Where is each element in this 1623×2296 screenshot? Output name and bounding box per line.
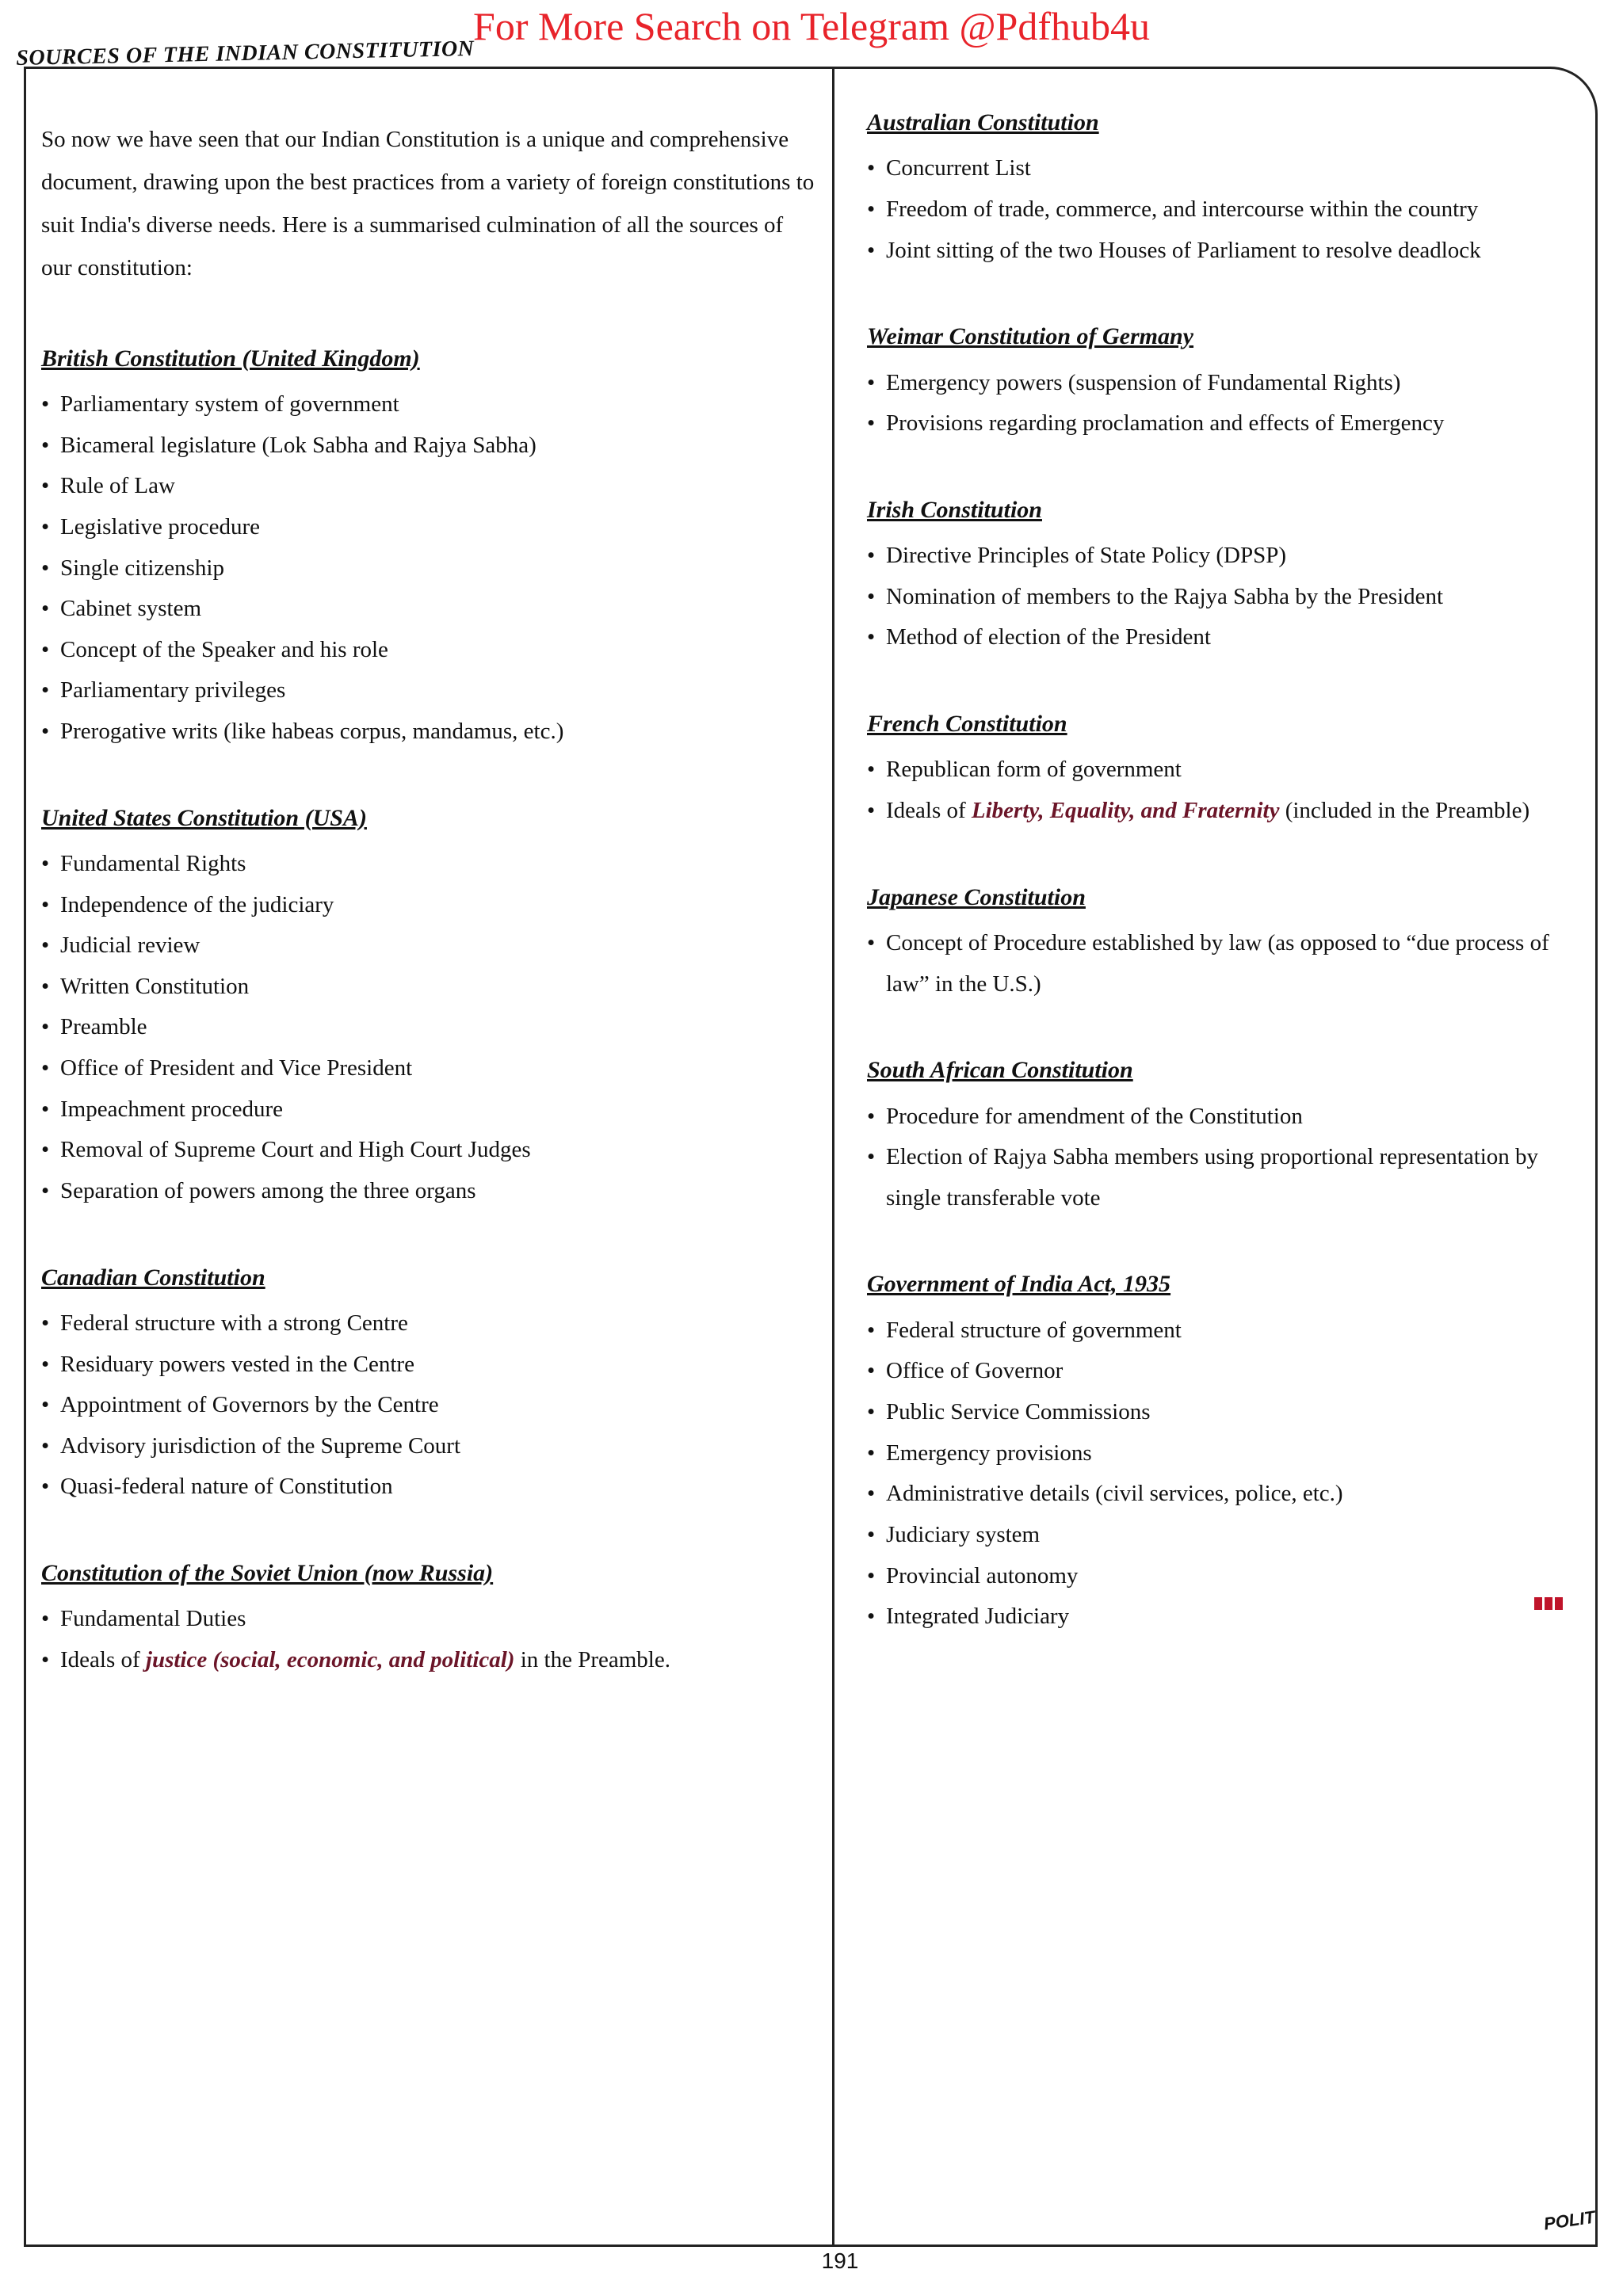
list-item: • Public Service Commissions bbox=[867, 1392, 1580, 1433]
list-item: • Emergency powers (suspension of Fundamental Rights) bbox=[867, 363, 1580, 404]
section-heading: Australian Constitution bbox=[867, 109, 1099, 135]
column-divider bbox=[832, 67, 834, 2245]
list-item: • Residuary powers vested in the Centre bbox=[41, 1344, 818, 1386]
bullet-list bbox=[867, 923, 1580, 1005]
list-item: • Parliamentary system of government bbox=[41, 384, 818, 425]
right-sections bbox=[867, 101, 1580, 1638]
list-item: • Integrated Judiciary bbox=[867, 1596, 1580, 1638]
section-japanese-constitution bbox=[867, 876, 1580, 1005]
list-item: • Provisions regarding proclamation and effects of Emergency bbox=[867, 403, 1580, 444]
ideals-suffix: (included in the Preamble) bbox=[1279, 798, 1530, 824]
section-australian-constitution bbox=[867, 101, 1580, 271]
page-number: 191 bbox=[821, 2248, 859, 2273]
list-item: • Office of President and Vice President bbox=[41, 1048, 818, 1089]
section-weimar-constitution-of-germany bbox=[867, 315, 1580, 444]
list-item: • Rule of Law bbox=[41, 466, 818, 507]
list-item: • Independence of the judiciary bbox=[41, 885, 818, 926]
list-item: • Bicameral legislature (Lok Sabha and Rajya Sabha) bbox=[41, 425, 818, 467]
list-item: • Republican form of government bbox=[867, 749, 1580, 791]
ideals-prefix: Ideals of bbox=[886, 798, 972, 824]
list-item: • Joint sitting of the two Houses of Parliament to resolve deadlock bbox=[867, 231, 1580, 272]
list-item: • Concept of the Speaker and his role bbox=[41, 630, 818, 671]
list-item: • Nomination of members to the Rajya Sabha by the President bbox=[867, 577, 1580, 618]
list-item: • Cabinet system bbox=[41, 589, 818, 630]
ideals-suffix: in the Preamble. bbox=[514, 1646, 670, 1672]
intro-paragraph: So now we have seen that our Indian Constitution is a unique and comprehensive document, drawing upon the best practices from a variety of foreign constitutions to suit India's diverse needs. Here is a summarised culmination of all the sources of our constitution: bbox=[41, 127, 815, 280]
list-item: • Concept of Procedure established by law (as opposed to “due process of law” in the U.S.) bbox=[867, 923, 1580, 1005]
bullet-list bbox=[41, 1599, 818, 1680]
section-french-constitution bbox=[867, 703, 1580, 832]
section-heading: Government of India Act, 1935 bbox=[867, 1271, 1171, 1298]
running-title: SOURCES OF THE INDIAN CONSTITUTION bbox=[16, 36, 475, 71]
list-item-ideals bbox=[41, 1640, 818, 1681]
section-heading: British Constitution (United Kingdom) bbox=[41, 345, 420, 372]
ideals-prefix: Ideals of bbox=[60, 1646, 146, 1672]
list-item: • Directive Principles of State Policy (DPSP) bbox=[867, 536, 1580, 577]
bullet-list bbox=[867, 1097, 1580, 1219]
bullet-list bbox=[867, 536, 1580, 658]
section-british-constitution-united-kingdom bbox=[41, 338, 818, 753]
right-column bbox=[867, 101, 1580, 1682]
list-item: • Fundamental Rights bbox=[41, 844, 818, 885]
bullet-list bbox=[41, 844, 818, 1211]
telegram-banner: For More Search on Telegram @Pdfhub4u bbox=[473, 4, 1150, 48]
bullet-list bbox=[41, 384, 818, 752]
list-item: • Prerogative writs (like habeas corpus, mandamus, etc.) bbox=[41, 711, 818, 753]
list-item: • Single citizenship bbox=[41, 548, 818, 589]
end-mark-icon bbox=[1534, 1597, 1563, 1610]
list-item: • Written Constitution bbox=[41, 967, 818, 1008]
section-heading: Japanese Constitution bbox=[867, 883, 1086, 910]
left-column bbox=[41, 119, 818, 1726]
list-item: • Administrative details (civil services, police, etc.) bbox=[867, 1474, 1580, 1515]
list-item: • Judicial review bbox=[41, 925, 818, 967]
section-south-african-constitution bbox=[867, 1049, 1580, 1219]
ideals-emphasis: justice (social, economic, and political) bbox=[145, 1646, 515, 1672]
section-heading: Irish Constitution bbox=[867, 496, 1042, 523]
ideals-emphasis: Liberty, Equality, and Fraternity bbox=[971, 798, 1280, 824]
section-heading: United States Constitution (USA) bbox=[41, 804, 367, 831]
list-item: • Freedom of trade, commerce, and intercourse within the country bbox=[867, 189, 1580, 231]
bullet-list bbox=[867, 363, 1580, 444]
list-item: • Federal structure with a strong Centre bbox=[41, 1303, 818, 1344]
list-item-ideals bbox=[867, 791, 1580, 832]
list-item: • Preamble bbox=[41, 1007, 818, 1048]
list-item: • Emergency provisions bbox=[867, 1433, 1580, 1474]
list-item: • Separation of powers among the three organs bbox=[41, 1171, 818, 1212]
section-heading: Constitution of the Soviet Union (now Russia) bbox=[41, 1559, 494, 1586]
list-item: • Advisory jurisdiction of the Supreme Court bbox=[41, 1426, 818, 1467]
section-heading: French Constitution bbox=[867, 711, 1067, 738]
list-item: • Concurrent List bbox=[867, 148, 1580, 189]
section-united-states-constitution-usa bbox=[41, 797, 818, 1212]
list-item: • Removal of Supreme Court and High Court Judges bbox=[41, 1130, 818, 1171]
list-item: • Appointment of Governors by the Centre bbox=[41, 1385, 818, 1426]
bullet-list bbox=[867, 749, 1580, 831]
bullet-list bbox=[867, 148, 1580, 271]
list-item: • Quasi-federal nature of Constitution bbox=[41, 1466, 818, 1508]
list-item: • Judiciary system bbox=[867, 1515, 1580, 1556]
list-item: • Legislative procedure bbox=[41, 507, 818, 548]
bullet-list bbox=[41, 1303, 818, 1508]
section-constitution-of-the-soviet-union-now-russia bbox=[41, 1552, 818, 1681]
list-item: • Provincial autonomy bbox=[867, 1556, 1580, 1597]
section-irish-constitution bbox=[867, 489, 1580, 658]
section-canadian-constitution bbox=[41, 1257, 818, 1508]
list-item: • Fundamental Duties bbox=[41, 1599, 818, 1640]
list-item: • Method of election of the President bbox=[867, 617, 1580, 658]
list-item: • Office of Governor bbox=[867, 1351, 1580, 1392]
section-heading: Canadian Constitution bbox=[41, 1264, 265, 1291]
list-item: • Federal structure of government bbox=[867, 1310, 1580, 1352]
corner-section-label: POLIT bbox=[1542, 2206, 1597, 2234]
section-heading: Weimar Constitution of Germany bbox=[867, 323, 1194, 350]
list-item: • Parliamentary privileges bbox=[41, 670, 818, 711]
bullet-list bbox=[867, 1310, 1580, 1638]
section-government-of-india-act-1935 bbox=[867, 1263, 1580, 1637]
list-item: • Election of Rajya Sabha members using proportional representation by single transferable vote bbox=[867, 1137, 1580, 1219]
section-heading: South African Constitution bbox=[867, 1057, 1133, 1084]
left-sections bbox=[41, 338, 818, 1681]
list-item: • Procedure for amendment of the Constitution bbox=[867, 1097, 1580, 1138]
list-item: • Impeachment procedure bbox=[41, 1089, 818, 1131]
